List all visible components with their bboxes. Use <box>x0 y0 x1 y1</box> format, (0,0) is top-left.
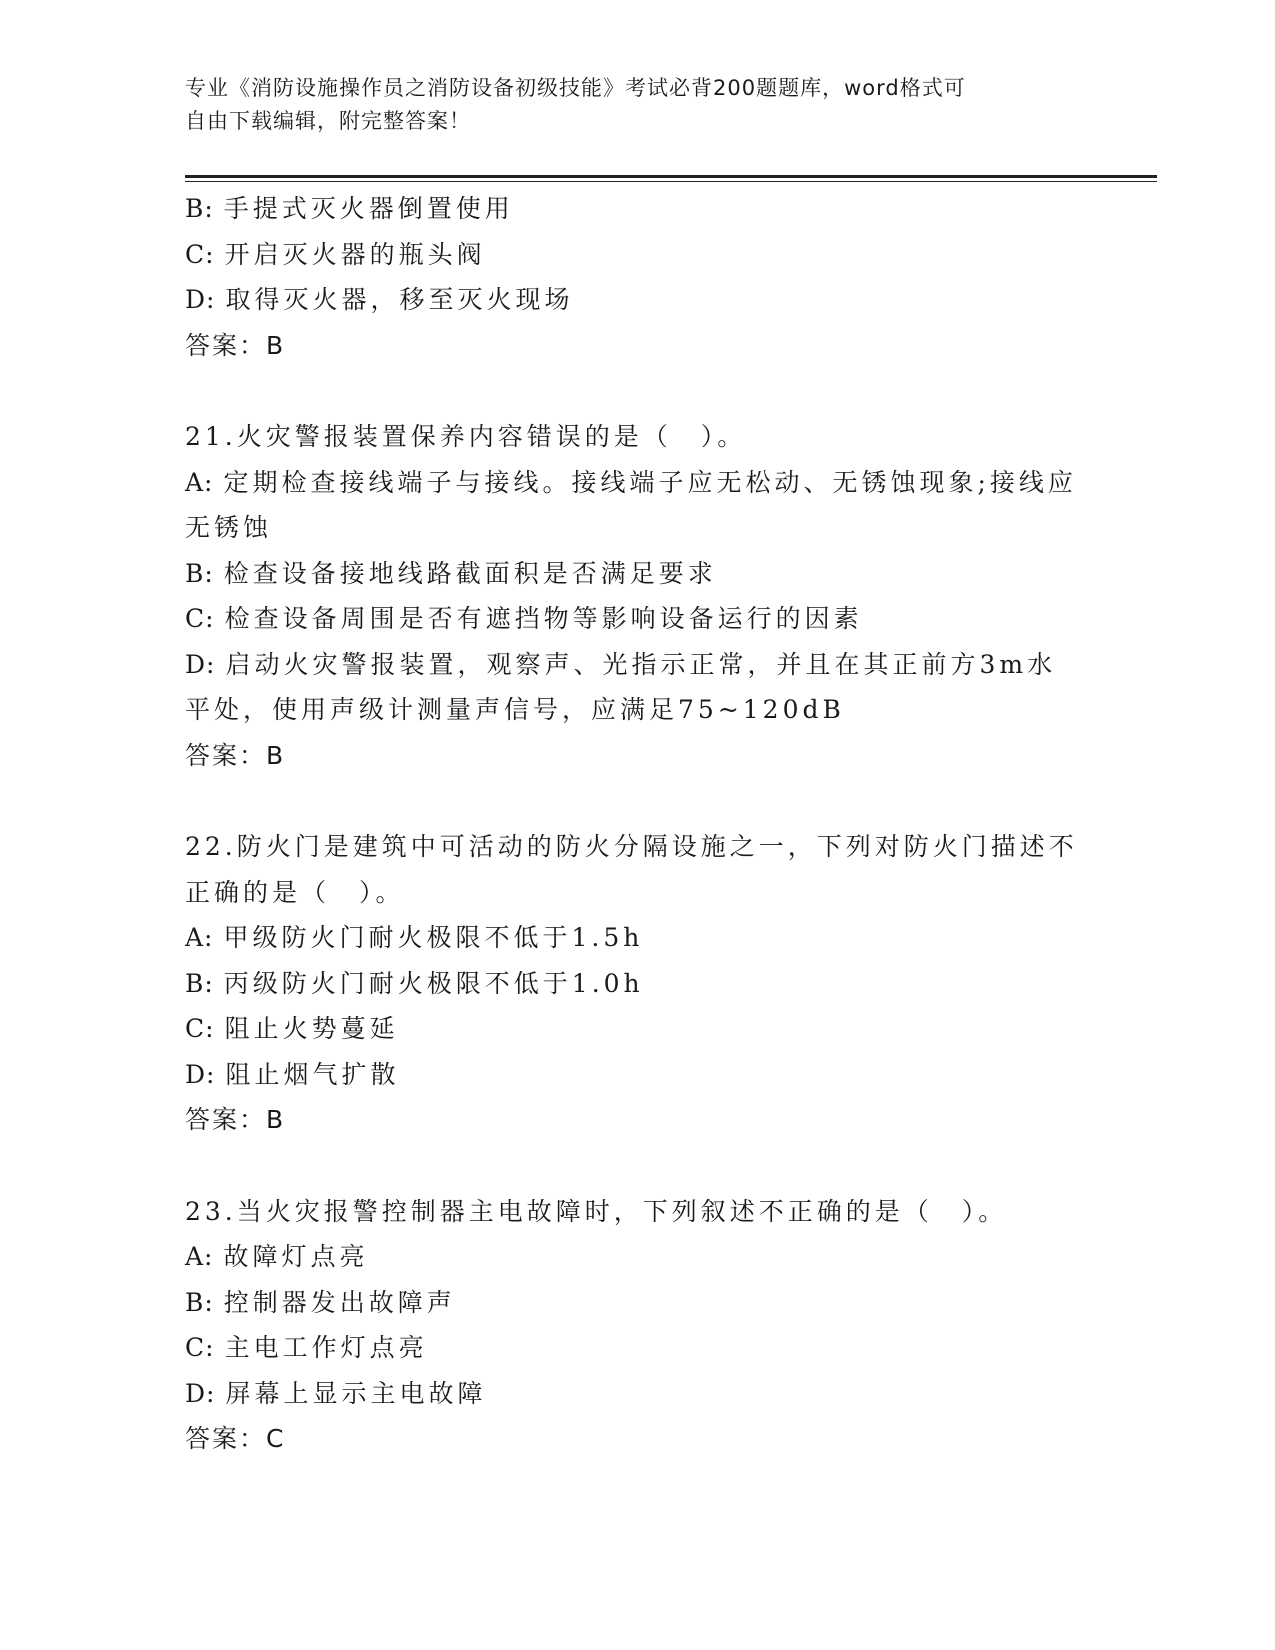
page-header <box>185 72 1075 138</box>
answer-line: 答案：B <box>185 330 286 360</box>
option-d <box>185 1371 1085 1417</box>
question-block-21 <box>185 414 1085 778</box>
option-label: C: <box>185 239 215 269</box>
option-text: 甲级防火门耐火极限不低于1.5h <box>223 923 644 952</box>
option-a <box>185 460 1085 551</box>
option-text: 故障灯点亮 <box>223 1242 369 1271</box>
option-d <box>185 1052 1085 1098</box>
option-c <box>185 1325 1085 1371</box>
option-text: 主电工作灯点亮 <box>224 1333 428 1362</box>
option-label: A: <box>185 1242 214 1271</box>
question-list <box>185 186 1085 1508</box>
option-text: 阻止烟气扩散 <box>225 1059 400 1089</box>
option-label: D: <box>185 1059 216 1089</box>
option-a <box>185 1234 1085 1280</box>
header-rule-thick <box>185 175 1157 178</box>
option-c <box>185 232 1085 278</box>
question-stem: 23.当火灾报警控制器主电故障时，下列叙述不正确的是（ ）。 <box>185 1196 1008 1226</box>
option-label: D: <box>185 285 216 314</box>
question-stem: 21.火灾警报装置保养内容错误的是（ ）。 <box>185 422 747 451</box>
question-block-23 <box>185 1189 1085 1462</box>
answer-line: 答案：B <box>185 1105 286 1134</box>
option-b <box>185 1280 1085 1326</box>
option-text: 丙级防火门耐火极限不低于1.0h <box>223 968 644 998</box>
header-line-2: 自由下载编辑，附完整答案！ <box>185 109 471 133</box>
option-b <box>185 186 1085 232</box>
option-text: 手提式灭火器倒置使用 <box>223 194 514 223</box>
header-rule-thin <box>185 181 1157 182</box>
option-label: D: <box>185 1378 216 1408</box>
answer-line: 答案：B <box>185 740 286 770</box>
option-d <box>185 642 1085 733</box>
option-text: 屏幕上显示主电故障 <box>225 1378 487 1408</box>
option-label: B: <box>185 194 214 223</box>
option-c <box>185 1006 1085 1052</box>
option-label: A: <box>185 923 214 952</box>
option-b <box>185 961 1085 1007</box>
option-text: 取得灭火器，移至灭火现场 <box>225 285 574 314</box>
option-c <box>185 596 1085 642</box>
option-label: A: <box>185 467 214 497</box>
option-b <box>185 551 1085 597</box>
option-text: 阻止火势蔓延 <box>224 1014 399 1043</box>
option-text: 检查设备周围是否有遮挡物等影响设备运行的因素 <box>224 604 863 633</box>
option-label: C: <box>185 1333 215 1362</box>
option-text: 开启灭火器的瓶头阀 <box>224 239 486 269</box>
option-text: 启动火灾警报装置，观察声、光指示正常，并且在其正前方3m水平处，使用声级计测量声信号，应满足75~120dB <box>185 649 1057 724</box>
answer-line: 答案：C <box>185 1424 286 1453</box>
option-a <box>185 915 1085 961</box>
option-d <box>185 277 1085 323</box>
question-stem: 22.防火门是建筑中可活动的防火分隔设施之一，下列对防火门描述不正确的是（ ）。 <box>185 832 1078 907</box>
option-text: 检查设备接地线路截面积是否满足要求 <box>223 558 717 588</box>
option-label: B: <box>185 968 214 998</box>
option-label: D: <box>185 649 216 679</box>
question-block-22 <box>185 824 1085 1143</box>
option-text: 定期检查接线端子与接线。接线端子应无松动、无锈蚀现象;接线应无锈蚀 <box>185 467 1077 542</box>
option-text: 控制器发出故障声 <box>223 1287 456 1317</box>
question-block-continued <box>185 186 1085 368</box>
option-label: C: <box>185 1014 215 1043</box>
option-label: B: <box>185 558 214 588</box>
header-line-1: 专业《消防设施操作员之消防设备初级技能》考试必背200题题库，word格式可 <box>185 76 966 100</box>
option-label: B: <box>185 1287 214 1317</box>
option-label: C: <box>185 604 215 633</box>
